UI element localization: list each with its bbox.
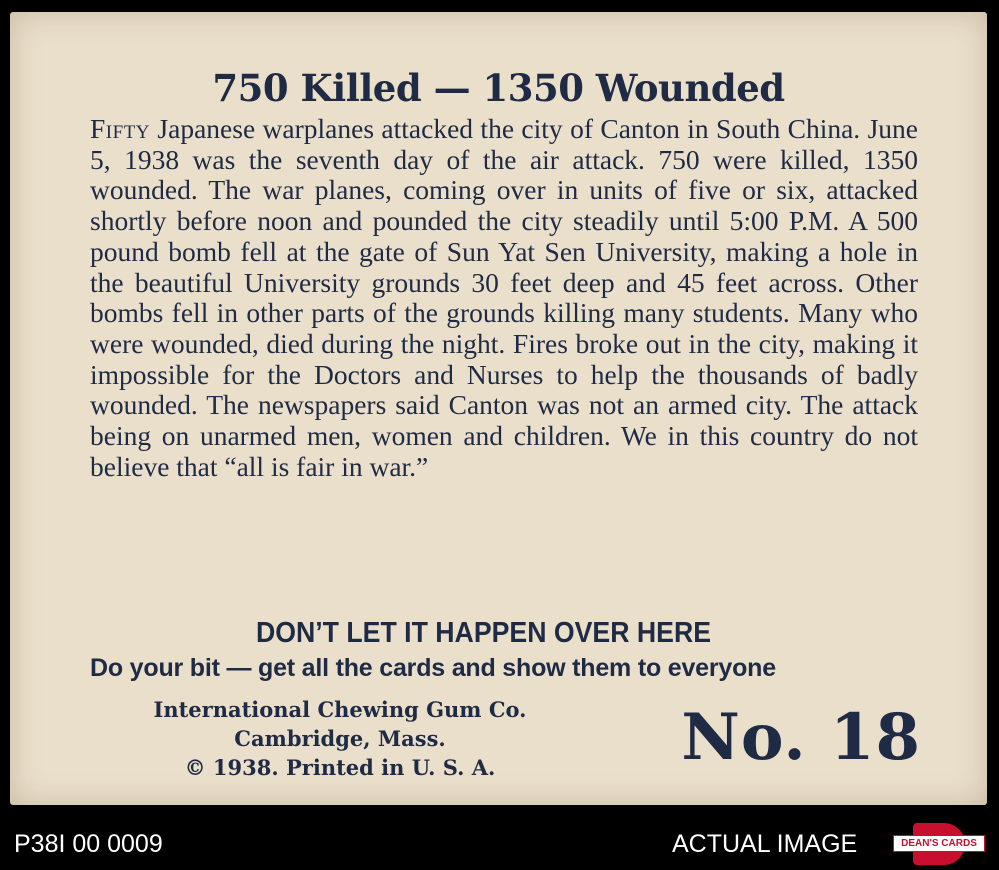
slogan: DON’T LET IT HAPPEN OVER HERE [255, 617, 712, 649]
deans-cards-logo [893, 823, 985, 865]
body-lead-word: Fifty [90, 113, 151, 144]
card-title: 750 Killed — 1350 Wounded [212, 66, 785, 110]
subslogan: Do your bit — get all the cards and show them to everyone [90, 654, 776, 682]
actual-image-label: ACTUAL IMAGE [672, 830, 858, 858]
catalog-id: P38I 00 0009 [14, 830, 163, 858]
card-body-text [90, 114, 918, 482]
trading-card-back [10, 12, 987, 805]
company-name: International Chewing Gum Co. [153, 697, 527, 722]
card-number: No. 18 [681, 700, 921, 775]
copyright-notice: © 1938. Printed in U. S. A. [184, 755, 496, 780]
company-block [90, 695, 590, 782]
body-paragraph: Japanese warplanes attacked the city of Canton in South China. June 5, 1938 was the seventh day of the air attack. 750 were killed, 1350 wounded. The war planes, coming over in units of five or six, attacked shortly before noon and pounded the city steadily until 5:00 P.M. A 500 pound bomb fell at the gate of Sun Yat Sen University, making a hole in the beautiful University grounds 30 feet deep and 45 feet across. Other bombs fell in other parts of the grounds killing many students. Many who were wounded, died during the night. Fires broke out in the city, making it impossible for the Doctors and Nurses to help the thousands of badly wounded. The newspapers said Canton was not an armed city. The attack being on unarmed men, women and children. We in this country do not believe that “all is fair in war.” [90, 113, 918, 482]
logo-band-text: DEAN'S CARDS [893, 835, 985, 852]
company-location: Cambridge, Mass. [234, 726, 446, 751]
